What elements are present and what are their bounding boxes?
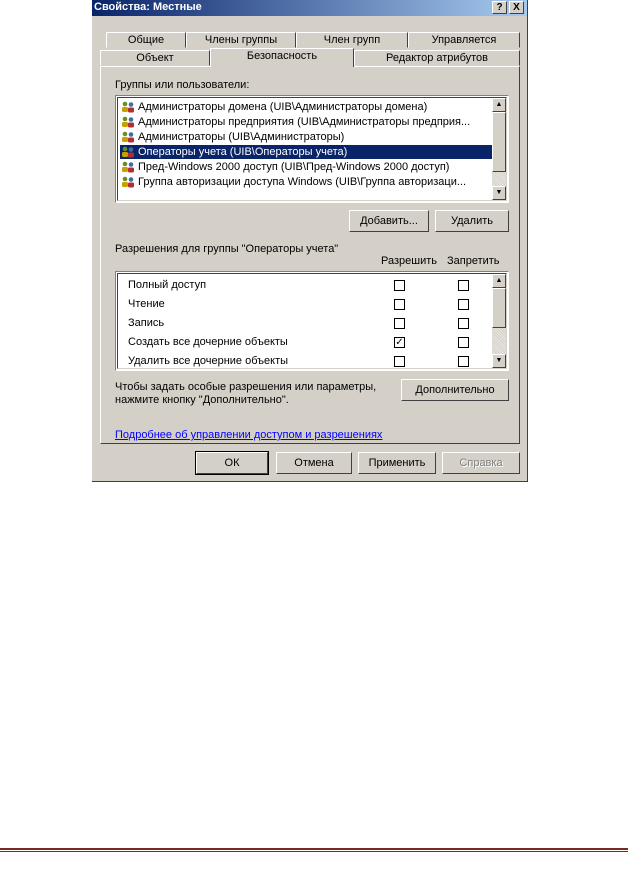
page-footer-rule-thin [0,851,628,852]
group-item[interactable] [120,175,492,189]
group-item-label: Администраторы предприятия (UIB\Администраторы предприя... [138,116,471,128]
groups-list[interactable] [115,95,509,203]
remove-button[interactable]: Удалить [435,210,509,232]
group-item[interactable] [120,160,492,174]
allow-checkbox[interactable]: ✓ [395,337,404,348]
group-icon [120,146,138,158]
group-item-label: Администраторы (UIB\Администраторы) [138,131,345,143]
group-item-label: Пред-Windows 2000 доступ (UIB\Пред-Windows 2000 доступ) [138,161,450,173]
scroll-up-button[interactable]: ▲ [492,98,506,112]
groups-label: Группы или пользователи: [115,79,250,91]
tab-managed-by[interactable]: Управляется [408,32,520,48]
deny-checkbox[interactable] [458,318,469,329]
perm-scroll-down-button[interactable]: ▼ [492,354,506,368]
scroll-down-button[interactable]: ▼ [492,186,506,200]
group-item-label: Группа авторизации доступа Windows (UIB\Группа авторизаци... [138,176,467,188]
access-control-help-link[interactable]: Подробнее об управлении доступом и разрешениях [115,429,383,441]
allow-checkbox[interactable] [394,356,405,367]
deny-checkbox[interactable] [458,299,469,310]
permission-name: Чтение [128,298,165,310]
help-button[interactable]: Справка [442,452,520,474]
add-button[interactable]: Добавить... [349,210,429,232]
tab-attribute-editor[interactable]: Редактор атрибутов [354,50,520,66]
tab-member-of[interactable]: Член групп [296,32,408,48]
allow-header: Разрешить [381,255,437,267]
group-item[interactable] [120,130,492,144]
groups-scrollbar[interactable] [492,98,506,200]
group-icon [120,161,138,173]
title-bar[interactable] [92,0,527,16]
group-icon [120,116,138,128]
cancel-button[interactable]: Отмена [276,452,352,474]
group-item-label: Операторы учета (UIB\Операторы учета) [138,146,348,158]
permission-name: Удалить все дочерние объекты [128,355,289,367]
permissions-scrollbar[interactable] [492,274,506,368]
allow-checkbox[interactable] [394,280,405,291]
page-footer-rule [0,848,628,850]
tab-security[interactable]: Безопасность [210,48,354,67]
permission-name: Запись [128,317,165,329]
group-icon [120,131,138,143]
advanced-hint-line1: Чтобы задать особые разрешения или параметры, [115,381,377,393]
group-item[interactable] [120,145,492,159]
advanced-button[interactable]: Дополнительно [401,379,509,401]
allow-checkbox[interactable] [394,318,405,329]
properties-window [92,0,528,482]
ok-button[interactable]: ОК [196,452,268,474]
tab-row-front [100,50,520,66]
group-item[interactable] [120,100,492,114]
scroll-thumb[interactable] [492,112,506,172]
perm-scroll-thumb[interactable] [492,288,506,328]
perm-scroll-up-button[interactable]: ▲ [492,274,506,288]
group-icon [120,176,138,188]
close-title-button[interactable]: X [509,1,524,14]
deny-checkbox[interactable] [458,356,469,367]
deny-checkbox[interactable] [458,337,469,348]
help-title-button[interactable]: ? [492,1,507,14]
permissions-list[interactable] [115,271,509,371]
group-item-label: Администраторы домена (UIB\Администраторы домена) [138,101,428,113]
allow-checkbox[interactable] [394,299,405,310]
group-icon [120,101,138,113]
deny-checkbox[interactable] [458,280,469,291]
permissions-label: Разрешения для группы "Операторы учета" [115,243,339,255]
window-title: Свойства: Местные [94,1,202,13]
apply-button[interactable]: Применить [358,452,436,474]
tab-row-back [100,32,520,48]
advanced-hint-line2: нажмите кнопку "Дополнительно". [115,394,289,406]
group-item[interactable] [120,115,492,129]
tab-object[interactable]: Объект [100,50,210,66]
permission-name: Создать все дочерние объекты [128,336,288,348]
tab-members[interactable]: Члены группы [186,32,296,48]
deny-header: Запретить [447,255,500,267]
tab-general[interactable]: Общие [106,32,186,48]
security-panel [100,66,520,444]
permission-name: Полный доступ [128,279,207,291]
